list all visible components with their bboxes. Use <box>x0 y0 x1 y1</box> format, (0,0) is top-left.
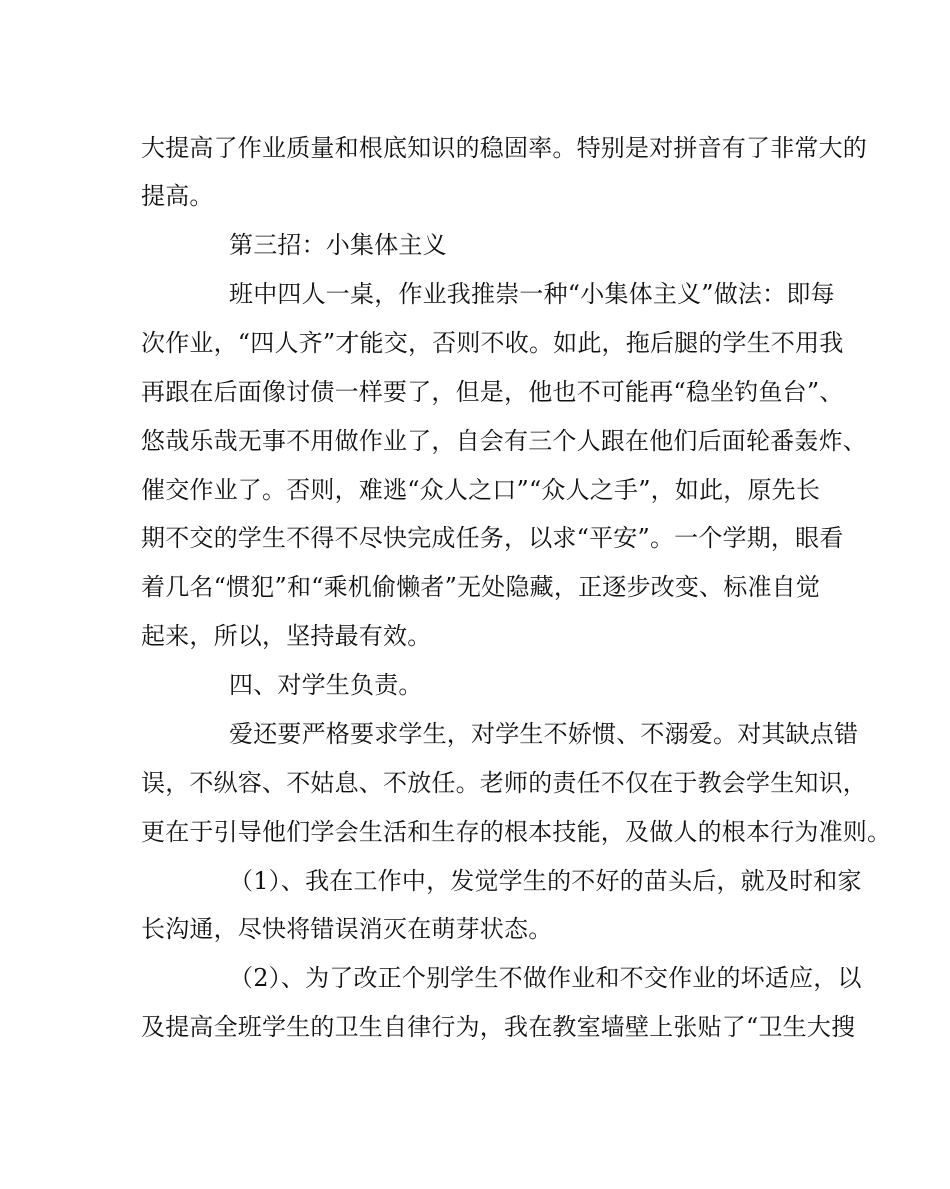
text-line: 误，不纵容、不姑息、不放任。老师的责任不仅在于教会学生知识， <box>141 769 867 797</box>
text-line: 及提高全班学生的卫生自律行为，我在教室墙壁上张贴了“卫生大搜 <box>141 1013 856 1041</box>
text-line: 起来，所以，坚持最有效。 <box>141 622 432 650</box>
section-heading: 第三招：小集体主义 <box>229 231 447 259</box>
text-line: 再跟在后面像讨债一样要了，但是，他也不可能再“稳坐钓鱼台”、 <box>141 378 844 406</box>
text-line: 爱还要严格要求学生，对学生不娇惯、不溺爱。对其缺点错 <box>229 720 859 748</box>
text-line: （1）、我在工作中，发觉学生的不好的苗头后，就及时和家 <box>229 867 862 895</box>
text-line: 提高。 <box>141 182 214 210</box>
section-heading: 四、对学生负责。 <box>229 671 423 699</box>
text-line: 次作业，“四人齐”才能交，否则不收。如此，拖后腿的学生不用我 <box>141 329 844 357</box>
text-line: 大提高了作业质量和根底知识的稳固率。特别是对拼音有了非常大的 <box>141 134 867 162</box>
text-line: 着几名“惯犯”和“乘机偷懒者”无处隐藏，正逐步改变、标准自觉 <box>141 573 821 601</box>
text-line: 悠哉乐哉无事不用做作业了，自会有三个人跟在他们后面轮番轰炸、 <box>141 427 867 455</box>
text-line: （2）、为了改正个别学生不做作业和不交作业的坏适应，以 <box>229 964 862 992</box>
text-line: 长沟通，尽快将错误消灭在萌芽状态。 <box>141 915 553 943</box>
text-line: 班中四人一桌，作业我推崇一种“小集体主义”做法：即每 <box>229 280 835 308</box>
text-line: 更在于引导他们学会生活和生存的根本技能，及做人的根本行为准则。 <box>141 818 892 846</box>
text-line: 期不交的学生不得不尽快完成任务，以求“平安”。一个学期，眼看 <box>141 524 844 552</box>
text-line: 催交作业了。否则，难逃“众人之口”“众人之手”，如此，原先长 <box>141 476 821 504</box>
